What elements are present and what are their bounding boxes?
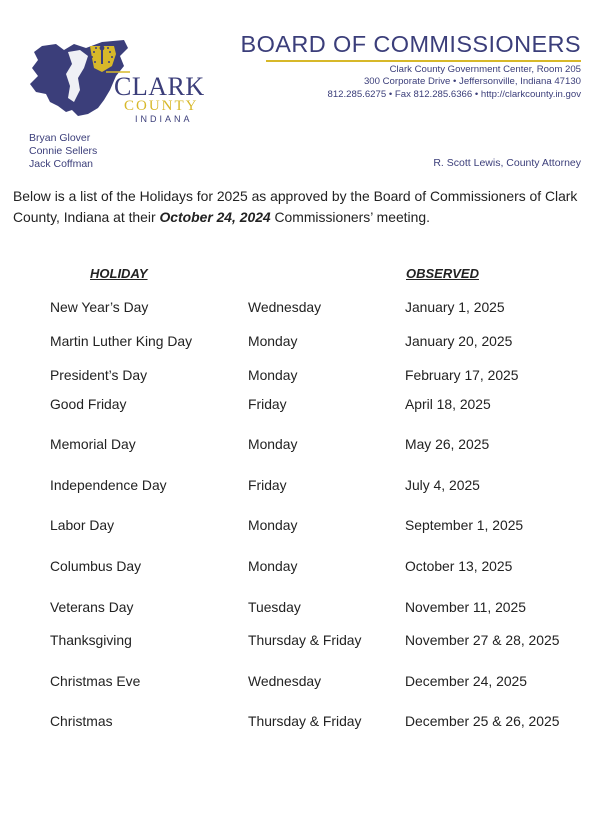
commissioner-name: Jack Coffman [29,158,93,170]
holiday-weekday: Friday [248,396,287,412]
holiday-name: Thanksgiving [50,632,132,648]
holiday-name: Independence Day [50,477,167,493]
holiday-date: November 27 & 28, 2025 [405,632,560,648]
intro-text: Below is a list of the Holidays for 2025 as approved by the Board of Commissioners of Clark County, Indiana at their [13,188,578,225]
holiday-name: New Year’s Day [50,299,149,315]
commissioner-list [29,132,97,171]
holiday-name: Veterans Day [50,599,134,615]
table-row [0,673,600,693]
holiday-date: November 11, 2025 [405,599,526,615]
holiday-weekday: Monday [248,558,298,574]
holiday-weekday: Monday [248,367,298,383]
meeting-date: October 24, 2024 [159,209,271,225]
holiday-name: Columbus Day [50,558,142,574]
holiday-date: September 1, 2025 [405,517,524,533]
holiday-weekday: Monday [248,517,298,533]
contact-line: 812.285.6275 • Fax 812.285.6366 • http://clarkcounty.in.gov [327,89,581,100]
logo-county-text: COUNTY [124,98,199,114]
table-row [0,436,600,456]
holiday-name: President’s Day [50,367,148,383]
holiday-date: October 13, 2025 [405,558,513,574]
table-row [0,396,600,416]
logo-indiana-text: INDIANA [135,114,193,124]
holiday-date: February 17, 2025 [405,367,519,383]
address-line-1: Clark County Government Center, Room 205 [389,64,581,75]
holiday-weekday: Tuesday [248,599,301,615]
logo-clark-text: CLARK [114,72,205,101]
holiday-name: Good Friday [50,396,127,412]
holiday-weekday: Monday [248,333,298,349]
holiday-weekday: Monday [248,436,298,452]
intro-text-end: Commissioners’ meeting. [270,209,430,225]
table-row [0,632,600,652]
board-title: BOARD OF COMMISSIONERS [240,31,581,57]
table-row [0,517,600,537]
holiday-date: January 1, 2025 [405,299,505,315]
holiday-date: April 18, 2025 [405,396,491,412]
holiday-date: December 24, 2025 [405,673,528,689]
intro-paragraph [13,186,593,228]
holiday-name: Memorial Day [50,436,136,452]
holiday-name: Christmas Eve [50,673,141,689]
holiday-name: Martin Luther King Day [50,333,193,349]
holiday-name: Christmas [50,713,113,729]
holiday-name: Labor Day [50,517,115,533]
holiday-column-header: HOLIDAY [90,266,148,281]
observed-column-header: OBSERVED [406,266,479,281]
table-row [0,477,600,497]
table-row [0,333,600,353]
holiday-date: May 26, 2025 [405,436,490,452]
address-line-2: 300 Corporate Drive • Jeffersonville, Indiana 47130 [363,76,581,87]
clark-county-logo [28,38,205,124]
commissioner-name: Bryan Glover [29,132,91,144]
holiday-date: January 20, 2025 [405,333,513,349]
county-attorney: R. Scott Lewis, County Attorney [433,157,581,169]
table-row [0,558,600,578]
holiday-weekday: Wednesday [248,673,322,689]
table-row [0,713,600,733]
commissioner-name: Connie Sellers [29,145,98,157]
table-row [0,599,600,619]
title-divider [266,60,581,62]
holiday-date: December 25 & 26, 2025 [405,713,560,729]
holiday-weekday: Friday [248,477,287,493]
table-row [0,367,600,387]
holiday-weekday: Thursday & Friday [248,713,362,729]
holiday-weekday: Wednesday [248,299,322,315]
holiday-date: July 4, 2025 [405,477,480,493]
holiday-weekday: Thursday & Friday [248,632,362,648]
table-row [0,299,600,319]
